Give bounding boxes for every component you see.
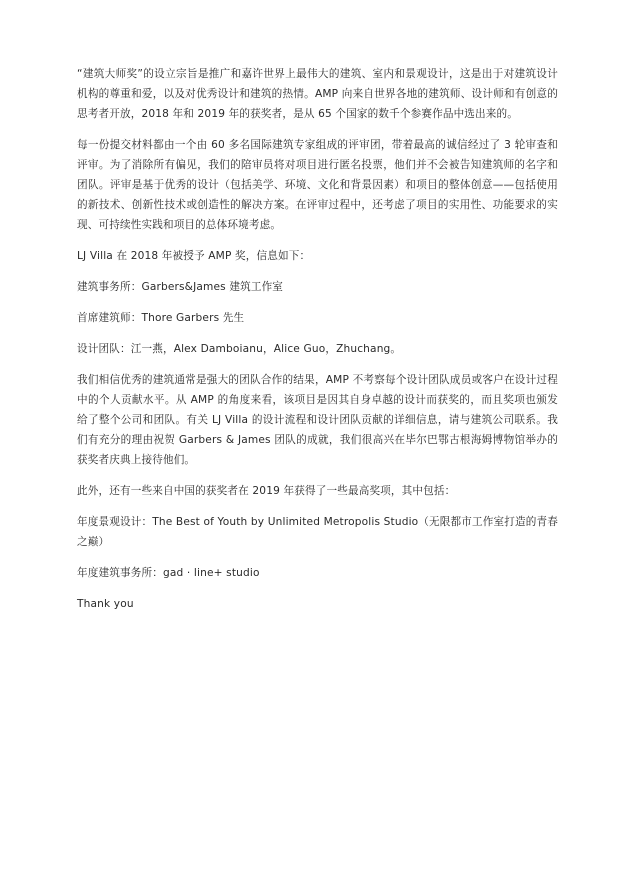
paragraph-lead-architect: 首席建筑师：Thore Garbers 先生 (77, 312, 245, 324)
paragraph-firm-award: 年度建筑事务所：gad · line+ studio (77, 567, 260, 579)
paragraph-teamwork: 我们相信优秀的建筑通常是强大的团队合作的结果，AMP 不考察每个设计团队成员或客户在设计过程中的个人贡献水平。从 AMP 的角度来看，该项目是因其自身卓越的设计而获奖的，而且奖项也颁发给了整个公司和团队。有关 LJ Villa 的设计流程和设计团队贡献的详细信息，请与建筑公司联系。我们有充分的理由祝贺 Garbers & James 团队的成就，我们很高兴在毕尔巴鄂古根海姆博物馆举办的获奖者庆典上接待他们。 (77, 374, 558, 466)
paragraph-architecture-firm: 建筑事务所：Garbers&James 建筑工作室 (77, 281, 284, 293)
paragraph-thank-you: Thank you (77, 598, 134, 610)
paragraph-china-winners: 此外，还有一些来自中国的获奖者在 2019 年获得了一些最高奖项，其中包括： (77, 485, 456, 497)
document-body (77, 64, 558, 625)
paragraph-lj-villa-award: LJ Villa 在 2018 年被授予 AMP 奖，信息如下： (77, 250, 311, 262)
paragraph-jury-process: 每一份提交材料都由一个由 60 多名国际建筑专家组成的评审团，带着最高的诚信经过了 3 轮审查和评审。为了消除所有偏见，我们的陪审员将对项目进行匿名投票，他们并不会被告知建筑师的名字和团队。评审是基于优秀的设计（包括美学、环境、文化和背景因素）和项目的整体创意——包括使用的新技术、创新性技术或创造性的解决方案。在评审过程中，还考虑了项目的实用性、功能要求的实现、可持续性实践和项目的总体环境考虑。 (77, 139, 558, 231)
paragraph-landscape-award: 年度景观设计：The Best of Youth by Unlimited Metropolis Studio（无限都市工作室打造的青春之巅） (77, 516, 558, 548)
paragraph-design-team: 设计团队：江一燕，Alex Damboianu，Alice Guo，Zhuchang。 (77, 343, 402, 355)
paragraph-award-purpose: “建筑大师奖”的设立宗旨是推广和嘉许世界上最伟大的建筑、室内和景观设计，这是出于对建筑设计机构的尊重和爱，以及对优秀设计和建筑的热情。AMP 向来自世界各地的建筑师、设计师和有创意的思考者开放，2018 年和 2019 年的获奖者，是从 65 个国家的数千个参赛作品中选出来的。 (77, 68, 558, 120)
